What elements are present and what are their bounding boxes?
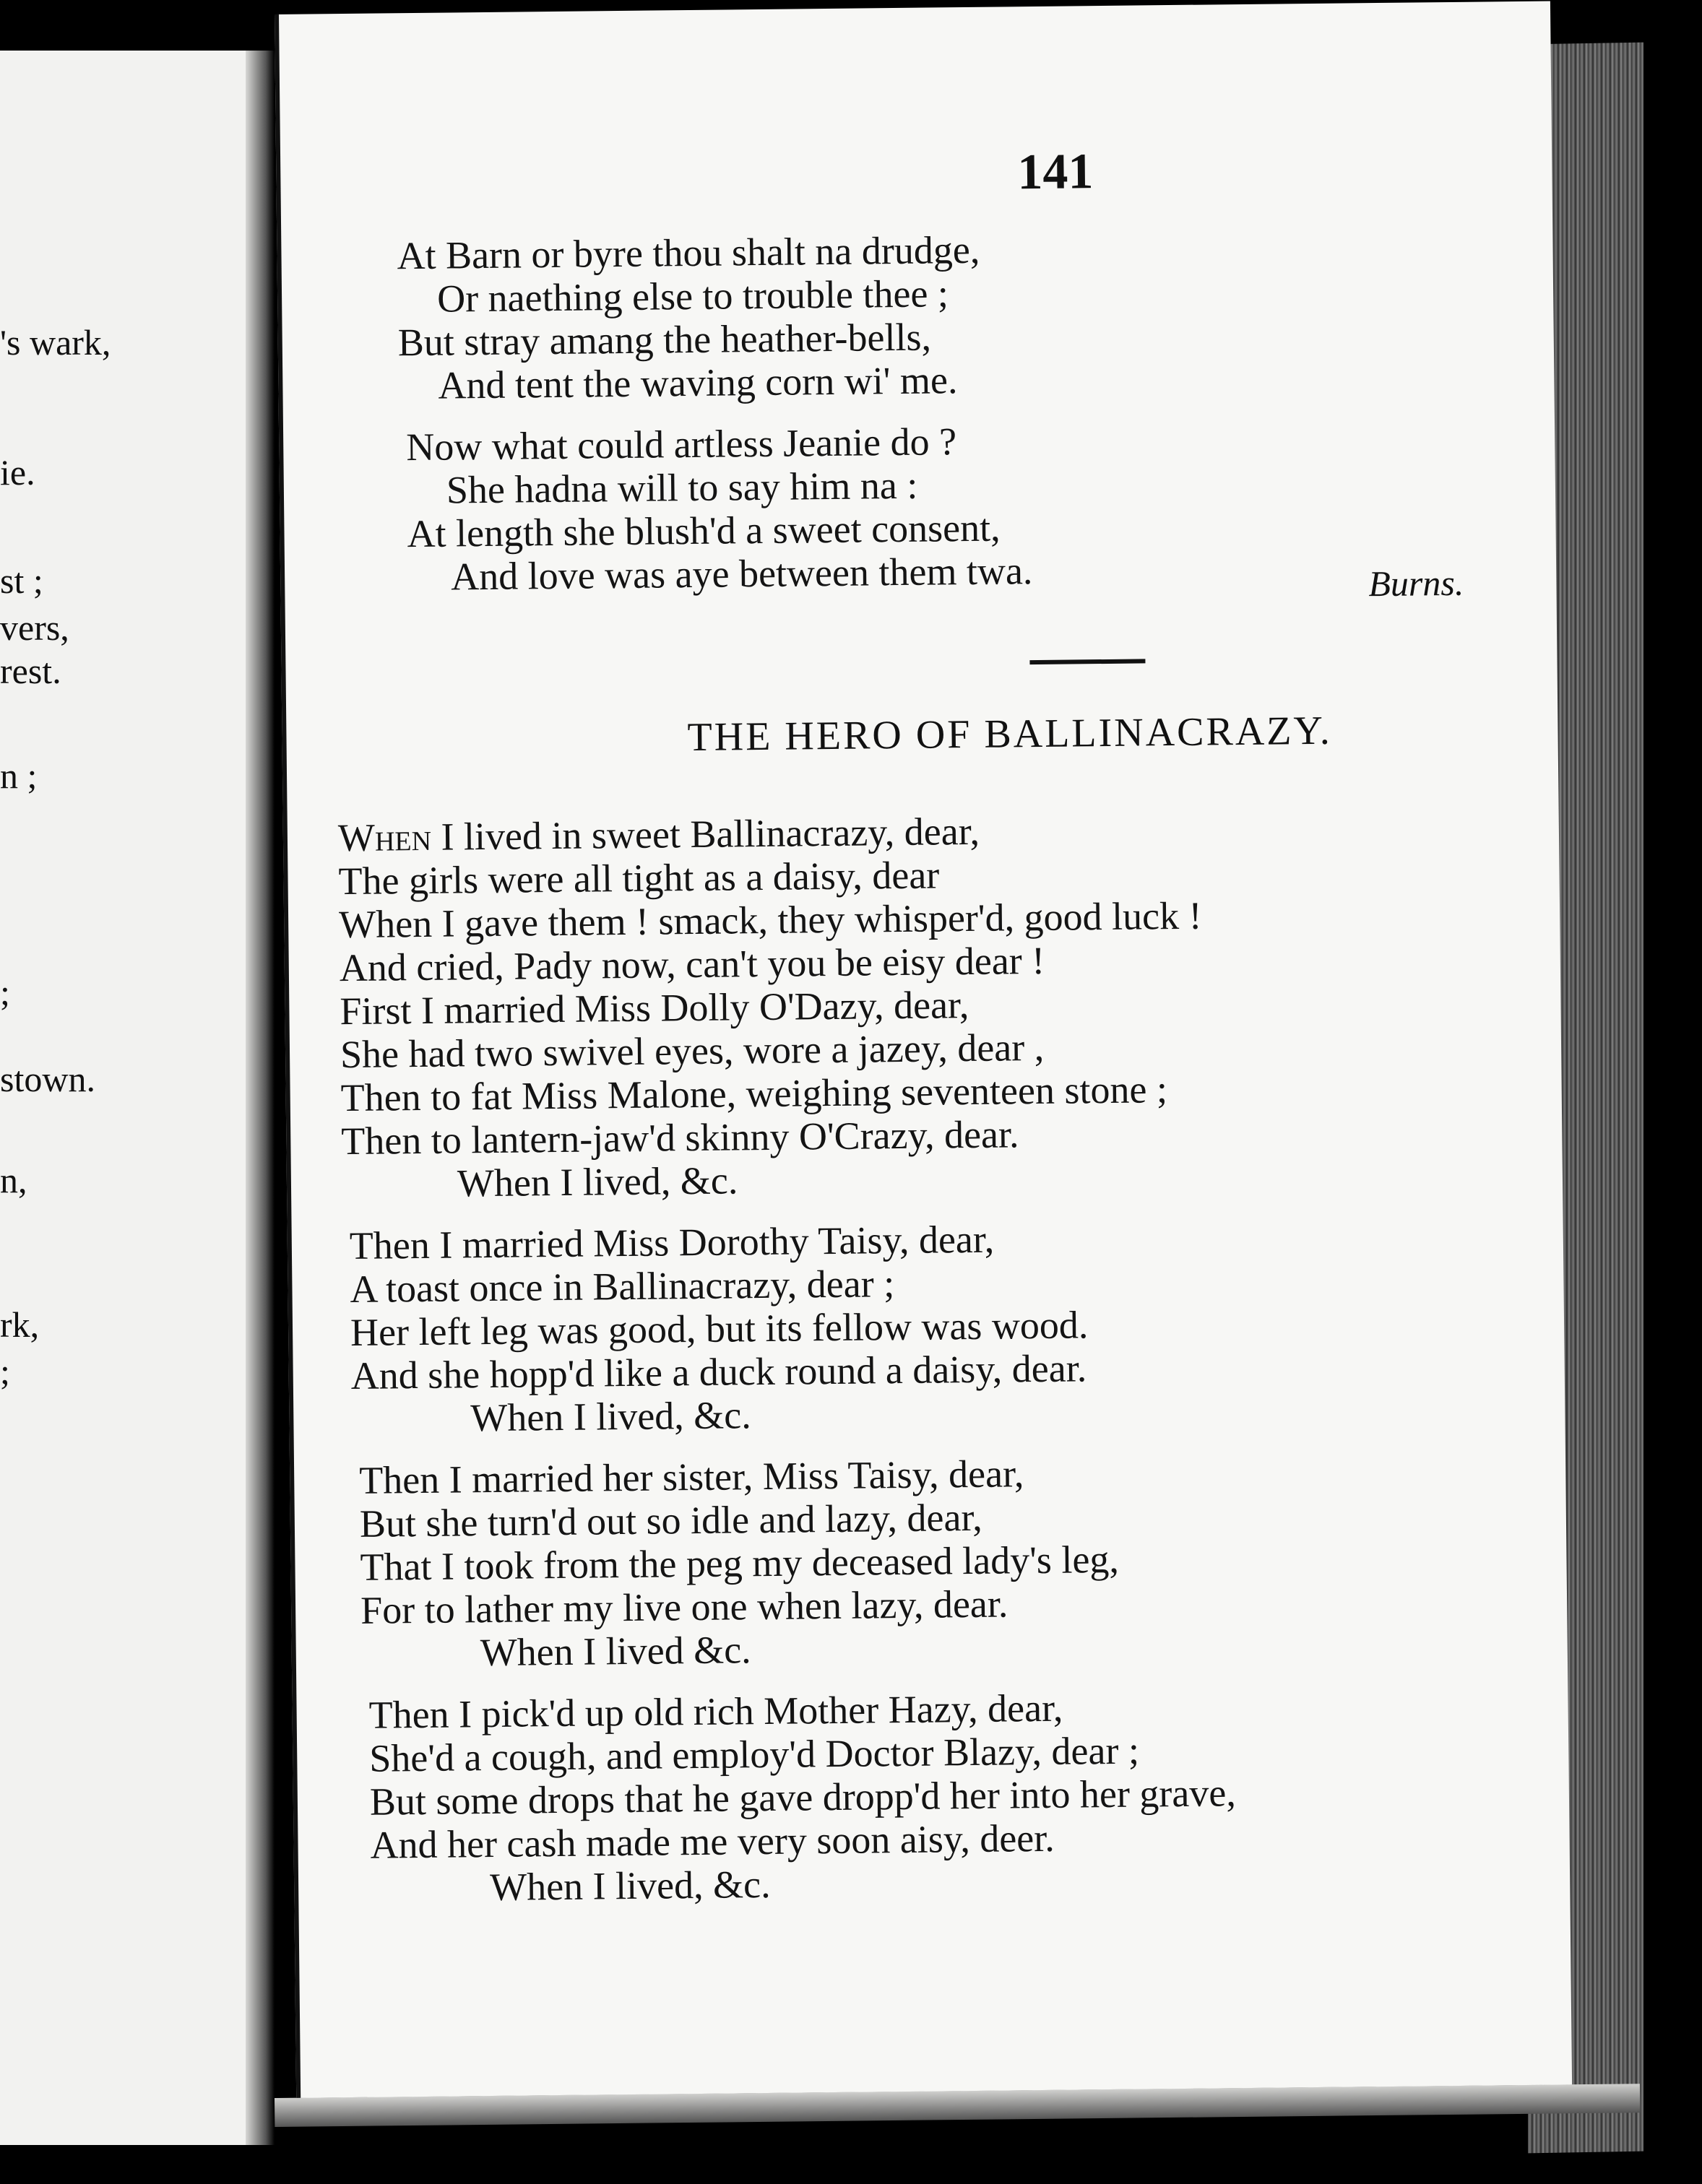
song-refrain: When I lived, &c. <box>470 1393 752 1440</box>
left-fragment: rest. <box>0 651 61 691</box>
book-gutter <box>246 51 275 2145</box>
song-line: But she turn'd out so idle and lazy, dear, <box>359 1495 983 1546</box>
song-line: Then to fat Miss Malone, weighing seventeen stone ; <box>340 1067 1168 1120</box>
song-line: Then I married Miss Dorothy Taisy, dear, <box>349 1217 995 1268</box>
song-line: She'd a cough, and employ'd Doctor Blazy, dear ; <box>368 1728 1140 1780</box>
song-line: And her cash made me very soon aisy, deer. <box>370 1816 1055 1867</box>
verse-line: But stray amang the heather-bells, <box>397 315 932 365</box>
song-refrain: When I lived, &c. <box>489 1862 771 1910</box>
song-line: Then I pick'd up old rich Mother Hazy, dear, <box>368 1686 1063 1737</box>
song-line: And she hopp'd like a duck round a daisy, dear. <box>350 1346 1087 1398</box>
left-fragment: st ; <box>0 560 43 601</box>
verse-line: At Barn or byre thou shalt na drudge, <box>397 228 980 278</box>
left-fragment: ie. <box>0 452 35 493</box>
page-number: 141 <box>1016 144 1094 201</box>
verse-line: Now what could artless Jeanie do ? <box>405 420 957 469</box>
song-title: THE HERO OF BALLINACRAZY. <box>687 708 1332 760</box>
song-line: She had two swivel eyes, wore a jazey, dear , <box>340 1025 1045 1077</box>
song-line: Her left leg was good, but its fellow was wood. <box>350 1303 1089 1354</box>
song-line: Then to lantern-jaw'd skinny O'Crazy, dear. <box>341 1112 1019 1164</box>
first-word: When <box>337 815 432 860</box>
song-line: For to lather my live one when lazy, dear. <box>360 1582 1008 1632</box>
left-fragment: vers, <box>0 607 69 648</box>
attribution: Burns. <box>1368 562 1464 604</box>
left-fragment: 's wark, <box>0 322 111 363</box>
song-line: And cried, Pady now, can't you be eisy dear ! <box>339 938 1045 990</box>
song-line: The girls were all tight as a daisy, dear <box>338 853 940 904</box>
section-rule <box>1029 659 1145 664</box>
left-fragment: rk, <box>0 1304 40 1345</box>
song-refrain: When I lived &c. <box>480 1628 751 1675</box>
song-line: When I gave them ! smack, they whisper'd, good luck ! <box>338 893 1202 947</box>
verse-line: And love was aye between them twa. <box>450 549 1033 599</box>
song-line: But some drops that he gave dropp'd her into her grave, <box>369 1771 1237 1824</box>
verse-line: She hadna will to say him na : <box>446 463 918 512</box>
left-facing-page <box>0 51 259 2145</box>
song-line: Then I married her sister, Miss Taisy, dear, <box>358 1452 1024 1502</box>
left-fragment: n ; <box>0 755 38 796</box>
verse-line: At length she blush'd a sweet consent, <box>407 506 1001 556</box>
left-fragment: stown. <box>0 1059 95 1099</box>
left-fragment: ; <box>0 972 10 1013</box>
verse-line: And tent the waving corn wi' me. <box>438 358 958 407</box>
song-line: A toast once in Ballinacrazy, dear ; <box>350 1262 895 1312</box>
song-line-text: I lived in sweet Ballinacrazy, dear, <box>441 809 980 859</box>
left-fragment: n, <box>0 1160 27 1200</box>
song-line: That I took from the peg my deceased lady's leg, <box>360 1537 1120 1589</box>
left-fragment: ; <box>0 1351 10 1392</box>
verse-line: Or naething else to trouble thee ; <box>436 272 949 321</box>
song-line: First I married Miss Dolly O'Dazy, dear, <box>340 983 969 1034</box>
song-refrain: When I lived, &c. <box>457 1158 738 1205</box>
right-page <box>275 1 1572 2098</box>
